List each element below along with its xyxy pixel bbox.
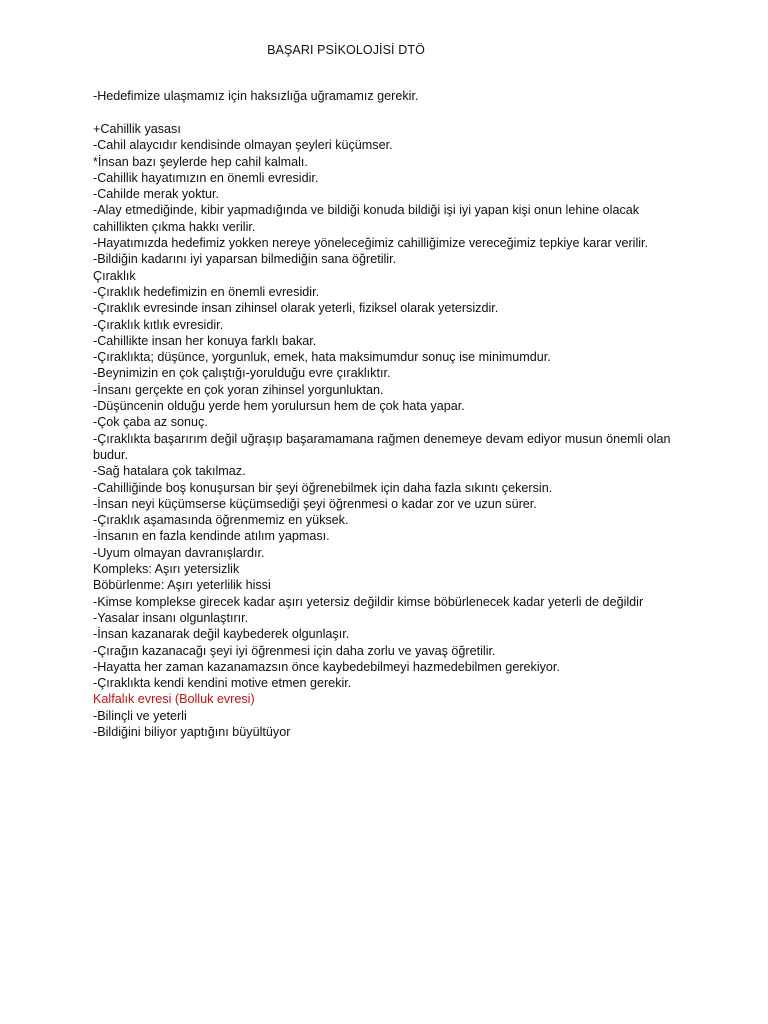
text-line: +Cahillik yasası (93, 122, 181, 136)
text-line: -Çıraklık evresinde insan zihinsel olarak yeterli, fiziksel olarak yetersizdir. (93, 301, 499, 316)
text-line: Kompleks: Aşırı yetersizlik (93, 562, 240, 577)
text-line: -Cahilde merak yoktur. (93, 187, 219, 202)
text-line: -Çıraklık kıtlık evresidir. (93, 317, 224, 332)
document-body (93, 121, 693, 740)
text-line: -Yasalar insanı olgunlaştırır. (93, 610, 249, 625)
document-title: BAŞARI PSİKOLOJİSİ DTÖ (267, 43, 425, 57)
text-line: Çıraklık (93, 268, 136, 283)
text-line: -Bilinçli ve yeterli (93, 708, 187, 723)
text-line: -Hayatımızda hedefimiz yokken nereye yöneleceğimiz cahilliğimize vereceğimiz tepkiye karar verilir. (93, 236, 649, 251)
text-line: -Beynimizin en çok çalıştığı-yorulduğu evre çıraklıktır. (93, 366, 391, 381)
intro-line: -Hedefimize ulaşmamız için haksızlığa uğramamız gerekir. (93, 89, 419, 103)
text-line: -Uyum olmayan davranışlardır. (93, 545, 265, 560)
text-line: -Hayatta her zaman kazanamazsın önce kaybedebilmeyi hazmedebilmen gerekiyor. (93, 659, 560, 674)
text-line: -Çıraklıkta başarırım değil uğraşıp başaramamana rağmen denemeye devam ediyor musun önemli olan budur. (93, 431, 671, 462)
text-line: -Çok çaba az sonuç. (93, 415, 208, 430)
text-line: -İnsanın en fazla kendinde atılım yapması. (93, 529, 330, 544)
text-line: -Çıraklıkta; düşünce, yorgunluk, emek, hata maksimumdur sonuç ise minimumdur. (93, 350, 551, 365)
text-line: -Çıraklık hedefimizin en önemli evresidir. (93, 284, 320, 299)
text-line: -Sağ hatalara çok takılmaz. (93, 464, 246, 479)
text-line: -Cahillikte insan her konuya farklı bakar. (93, 333, 317, 348)
section-heading: Kalfalık evresi (Bolluk evresi) (93, 692, 255, 707)
text-line: -Bildiğin kadarını iyi yaparsan bilmediğin sana öğretilir. (93, 252, 397, 267)
text-line: -Çıraklıkta kendi kendini motive etmen gerekir. (93, 676, 352, 691)
text-line: -İnsanı gerçekte en çok yoran zihinsel yorgunluktan. (93, 382, 384, 397)
text-line: -Alay etmediğinde, kibir yapmadığında ve bildiği konuda bildiği işi iyi yapan kişi onun lehine olacak cahillikten çıkma hakkı verilir. (93, 203, 640, 234)
text-line: -Cahil alaycıdır kendisinde olmayan şeyleri küçümser. (93, 138, 393, 153)
text-line: *İnsan bazı şeylerde hep cahil kalmalı. (93, 154, 308, 169)
text-line: -Çıraklık aşamasında öğrenmemiz en yüksek. (93, 513, 349, 528)
text-line: Böbürlenme: Aşırı yeterlilik hissi (93, 578, 271, 593)
text-line: -Kimse komplekse girecek kadar aşırı yetersiz değildir kimse böbürlenecek kadar yeterli de değildir (93, 594, 644, 609)
text-line: -İnsan kazanarak değil kaybederek olgunlaşır. (93, 627, 350, 642)
text-line: -Cahillik hayatımızın en önemli evresidir. (93, 170, 319, 185)
text-line: -İnsan neyi küçümserse küçümsediği şeyi öğrenmesi o kadar zor ve uzun sürer. (93, 496, 537, 511)
text-line: -Düşüncenin olduğu yerde hem yorulursun hem de çok hata yapar. (93, 399, 465, 414)
text-line: -Cahilliğinde boş konuşursan bir şeyi öğrenebilmek için daha fazla sıkıntı çekersin. (93, 480, 553, 495)
text-line: -Bildiğini biliyor yaptığını büyültüyor (93, 724, 291, 739)
text-line: -Çırağın kazanacağı şeyi iyi öğrenmesi için daha zorlu ve yavaş öğretilir. (93, 643, 496, 658)
